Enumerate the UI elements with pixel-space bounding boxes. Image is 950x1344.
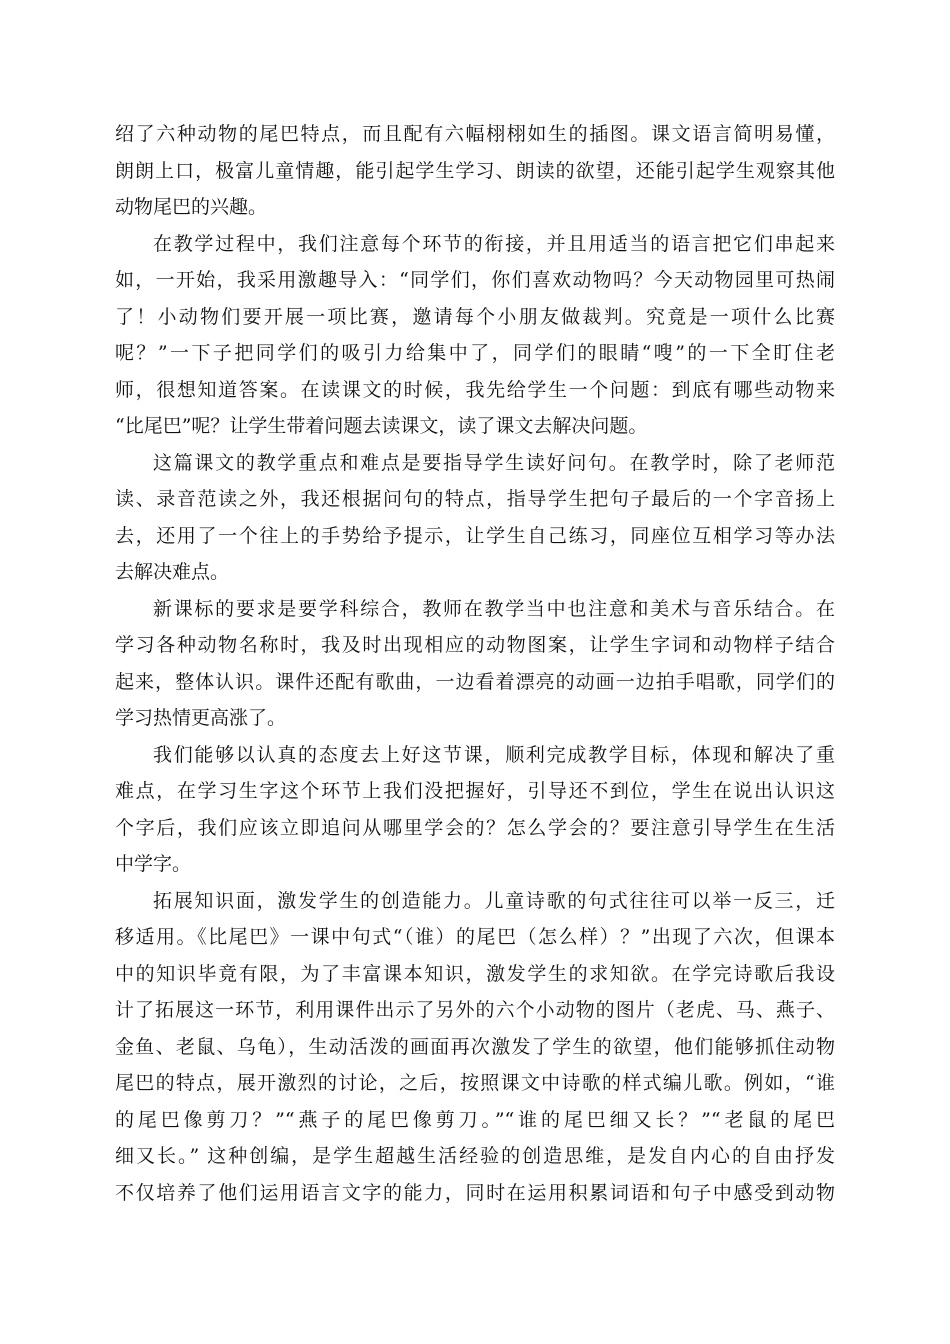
text-line: 去解决难点。: [115, 561, 230, 583]
text-line: 移适用。《比尾巴》一课中句式“（谁）的尾巴（怎么样）？”出现了六次，但课本: [115, 926, 835, 948]
text-line: “比尾巴”呢？让学生带着问题去读课文，读了课文去解决问题。: [115, 415, 648, 437]
text-line: 不仅培养了他们运用语言文字的能力，同时在运用积累词语和句子中感受到动物: [115, 1181, 835, 1204]
document-page: [115, 116, 835, 1211]
text-line: 个字后，我们应该立即追问从哪里学会的？怎么学会的？要注意引导学生在生活: [115, 816, 835, 839]
text-line: 难点，在学习生字这个环节上我们没把握好，引导还不到位，学生在说出认识这: [115, 780, 835, 802]
text-line: 读、录音范读之外，我还根据问句的特点，指导学生把句子最后的一个字音扬上: [115, 488, 835, 510]
text-line: 学习热情更高涨了。: [115, 707, 287, 729]
text-line: 了！小动物们要开展一项比赛，邀请每个小朋友做裁判。究竟是一项什么比赛: [115, 305, 835, 328]
text-line: 在教学过程中，我们注意每个环节的衔接，并且用适当的语言把它们串起来: [153, 232, 835, 255]
paragraph-3: [115, 445, 835, 591]
paragraph-2: [115, 226, 835, 445]
text-line: 计了拓展这一环节，利用课件出示了另外的六个小动物的图片（老虎、马、燕子、: [115, 999, 835, 1021]
text-line: 中的知识毕竟有限，为了丰富课本知识，激发学生的求知欲。在学完诗歌后我设: [115, 962, 835, 985]
text-line: 师，很想知道答案。在读课文的时候，我先给学生一个问题：到底有哪些动物来: [115, 378, 835, 401]
text-line: 的尾巴像剪刀？”“燕子的尾巴像剪刀。”“谁的尾巴细又长？”“老鼠的尾巴: [115, 1108, 835, 1131]
text-line: 我们能够以认真的态度去上好这节课，顺利完成教学目标，体现和解决了重: [153, 743, 835, 766]
text-line: 呢？”一下子把同学们的吸引力给集中了，同学们的眼睛“嗖”的一下全盯住老: [115, 342, 835, 364]
text-line: 新课标的要求是要学科综合，教师在教学当中也注意和美术与音乐结合。在: [153, 597, 835, 620]
paragraph-5: [115, 737, 835, 883]
text-line: 学习各种动物名称时，我及时出现相应的动物图案，让学生字词和动物样子结合: [115, 634, 835, 656]
text-line: 绍了六种动物的尾巴特点，而且配有六幅栩栩如生的插图。课文语言简明易懂，: [115, 123, 835, 145]
text-line: 尾巴的特点，展开激烈的讨论，之后，按照课文中诗歌的样式编儿歌。例如，“谁: [115, 1072, 835, 1094]
text-line: 朗朗上口，极富儿童情趣，能引起学生学习、朗读的欲望，还能引起学生观察其他: [115, 159, 835, 182]
text-line: 去，还用了一个往上的手势给予提示，让学生自己练习，同座位互相学习等办法: [115, 524, 835, 547]
text-line: 细又长。” 这种创编，是学生超越生活经验的创造思维，是发自内心的自由抒发: [115, 1145, 835, 1167]
paragraph-4: [115, 591, 835, 737]
text-line: 起来，整体认识。课件还配有歌曲，一边看着漂亮的动画一边拍手唱歌，同学们的: [115, 670, 835, 693]
text-line: 如，一开始，我采用激趣导入：“同学们，你们喜欢动物吗？今天动物园里可热闹: [115, 269, 835, 291]
text-line: 动物尾巴的兴趣。: [115, 196, 268, 218]
text-line: 拓展知识面，激发学生的创造能力。儿童诗歌的句式往往可以举一反三，迁: [153, 889, 835, 912]
paragraph-6: [115, 883, 835, 1212]
text-line: 中学字。: [115, 853, 192, 875]
text-line: 金鱼、老鼠、乌龟），生动活泼的画面再次激发了学生的欲望，他们能够抓住动物: [115, 1035, 835, 1058]
paragraph-1: [115, 116, 835, 226]
text-line: 这篇课文的教学重点和难点是要指导学生读好问句。在教学时，除了老师范: [153, 451, 835, 474]
